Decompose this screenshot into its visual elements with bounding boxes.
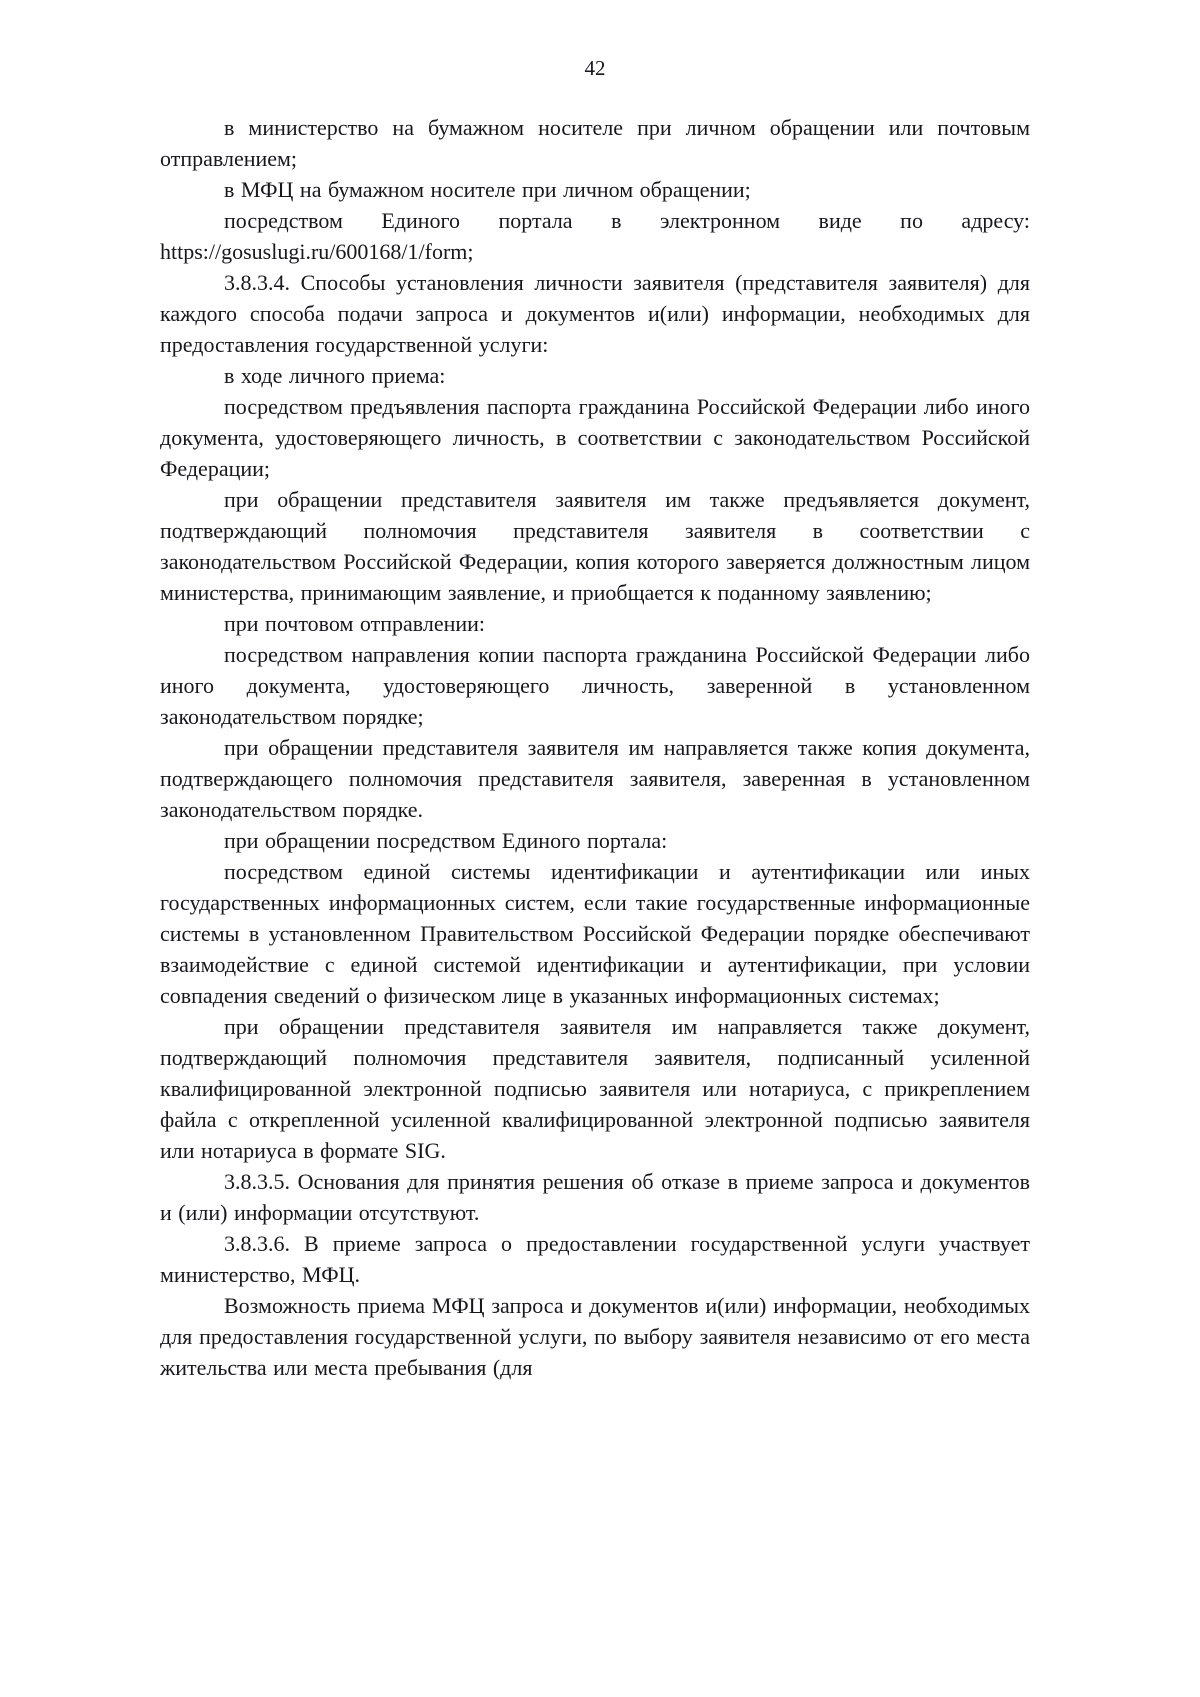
paragraph: при обращении представителя заявителя им направляется также копия документа, подтверждающего полномочия представителя заявителя, заверенная в установленном законодательством порядке. (160, 735, 1030, 822)
paragraph: в МФЦ на бумажном носителе при личном обращении; (224, 177, 751, 202)
paragraph: посредством Единого портала в электронном виде по адресу: https://gosuslugi.ru/600168/1/form; (160, 208, 1030, 264)
paragraph: 3.8.3.4. Способы установления личности заявителя (представителя заявителя) для каждого способа подачи запроса и документов и(или) информации, необходимых для предоставления государственной услуги: (160, 270, 1030, 357)
paragraph: в министерство на бумажном носителе при личном обращении или почтовым отправлением; (160, 115, 1030, 171)
paragraph: при обращении посредством Единого портала: (224, 828, 668, 853)
paragraph: Возможность приема МФЦ запроса и документов и(или) информации, необходимых для предоставления государственной услуги, по выбору заявителя независимо от его места жительства или места пребывания (для (160, 1293, 1030, 1380)
page-number: 42 (584, 56, 606, 80)
paragraph: в ходе личного приема: (224, 363, 446, 388)
paragraph: посредством единой системы идентификации и аутентификации или иных государственных информационных систем, если такие государственные информационные системы в установленном Правительством Российской Федерации порядке обеспечивают взаимодействие с единой системой идентификации и аутентификации, при условии совпадения сведений о физическом лице в указанных информационных системах; (160, 859, 1030, 1008)
paragraph: при обращении представителя заявителя им направляется также документ, подтверждающий полномочия представителя заявителя, подписанный усиленной квалифицированной электронной подписью заявителя или нотариуса, с прикреплением файла с открепленной усиленной квалифицированной электронной подписью заявителя или нотариуса в формате SIG. (160, 1014, 1030, 1163)
paragraph: посредством направления копии паспорта гражданина Российской Федерации либо иного документа, удостоверяющего личность, заверенной в установленном законодательством порядке; (160, 642, 1030, 729)
paragraph: 3.8.3.5. Основания для принятия решения об отказе в приеме запроса и документов и (или) информации отсутствуют. (160, 1169, 1030, 1225)
paragraph: посредством предъявления паспорта гражданина Российской Федерации либо иного документа, удостоверяющего личность, в соответствии с законодательством Российской Федерации; (160, 394, 1030, 481)
paragraph: 3.8.3.6. В приеме запроса о предоставлении государственной услуги участвует министерство, МФЦ. (160, 1231, 1030, 1287)
document-body (160, 112, 1030, 1383)
paragraph: при обращении представителя заявителя им также предъявляется документ, подтверждающий полномочия представителя заявителя в соответствии с законодательством Российской Федерации, копия которого заверяется должностным лицом министерства, принимающим заявление, и приобщается к поданному заявлению; (160, 487, 1030, 605)
paragraph: при почтовом отправлении: (224, 611, 486, 636)
